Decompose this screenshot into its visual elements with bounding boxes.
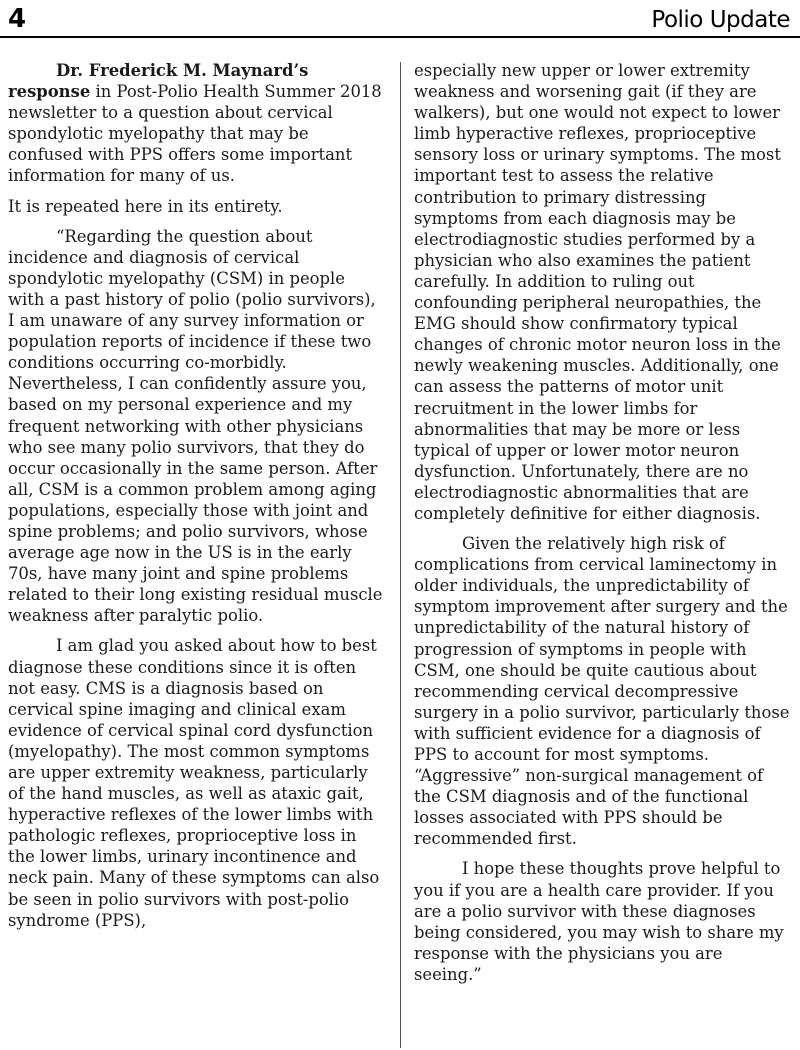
- response-paragraph-1: “Regarding the question about incidence and diagnosis of cervical spondylotic myelopathy (CSM) in people with a past history of polio (polio survivors), I am unaware of any survey information or population reports of incidence if these two conditions occurring co-morbidly. Nevertheless, I can confidently assure you, based on my personal experience and my frequent networking with other physicians who see many polio survivors, that they do occur occasionally in the same person. After all, CSM is a common problem among aging populations, especially those with joint and spine problems; and polio survivors, whose average age now in the US is in the early 70s, have many joint and spine problems related to their long existing residual muscle weakness after paralytic polio.: [8, 226, 383, 626]
- page-header: [0, 0, 800, 40]
- left-column: [8, 60, 386, 940]
- author-lead: Dr. Frederick M. Maynard’s response: [8, 61, 309, 102]
- response-paragraph-3: Given the relatively high risk of complications from cervical laminectomy in older individuals, the unpredictability of symptom improvement after surgery and the unpredictability of the natural history of progression of symptoms in people with CSM, one should be quite cautious about recommending cervical decompressive surgery in a polio survivor, particularly those with sufficient evidence for a diagnosis of PPS to account for most symptoms. “Aggressive” non-surgical management of the CSM diagnosis and of the functional losses associated with PPS should be recommended first.: [414, 534, 790, 849]
- intro-paragraph: [8, 60, 386, 187]
- header-rule: [0, 36, 800, 38]
- newsletter-title: Polio Update: [651, 7, 790, 33]
- response-paragraph-2-continued: especially new upper or lower extremity weakness and worsening gait (if they are walkers), but one would not expect to lower limb hyperactive reflexes, proprioceptive sensory loss or urinary symptoms. The most important test to assess the relative contribution to primary distressing symptoms from each diagnosis may be electrodiagnostic studies performed by a physician who also examines the patient carefully. In addition to ruling out confounding peripheral neuropathies, the EMG should show confirmatory typical changes of chronic motor neuron loss in the newly weakening muscles. Additionally, one can assess the patterns of motor unit recruitment in the lower limbs for abnormalities that may be more or less typical of upper or lower motor neuron dysfunction. Unfortunately, there are no electrodiagnostic abnormalities that are completely definitive for either diagnosis.: [414, 61, 781, 523]
- page-number: 4: [8, 4, 27, 34]
- response-paragraph-2: I am glad you asked about how to best diagnose these conditions since it is often not easy. CMS is a diagnosis based on cervical spine imaging and clinical exam evidence of cervical spinal cord dysfunction (myelopathy). The most common symptoms are upper extremity weakness, particularly of the hand muscles, as well as ataxic gait, hyperactive reflexes of the lower limbs with pathologic reflexes, proprioceptive loss in the lower limbs, urinary incontinence and neck pain. Many of these symptoms can also be seen in polio survivors with post-polio syndrome (PPS),: [8, 636, 380, 930]
- intro-text: in Post-Polio Health Summer 2018 newsletter to a question about cervical spondylotic myelopathy that may be confused with PPS offers some important information for many of us.: [8, 82, 382, 186]
- column-divider: [400, 62, 401, 1048]
- right-column: [414, 60, 794, 994]
- repeat-note: It is repeated here in its entirety.: [8, 196, 283, 216]
- response-paragraph-4: I hope these thoughts prove helpful to you if you are a health care provider. If you are a polio survivor with these diagnoses being considered, you may wish to share my response with the physicians you are seeing.”: [414, 859, 784, 984]
